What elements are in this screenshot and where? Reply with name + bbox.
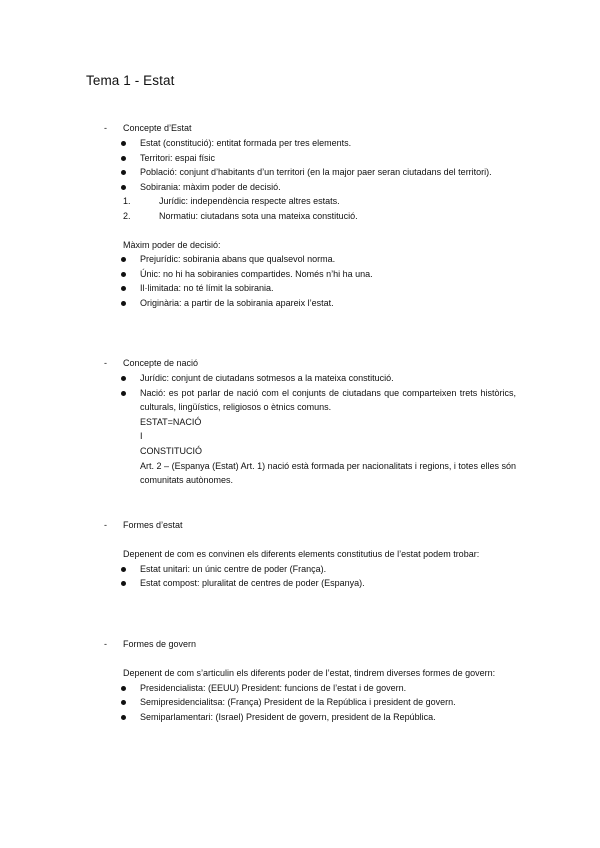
bullet-icon	[121, 391, 126, 396]
section-title: Concepte de nació	[123, 358, 199, 368]
section-heading	[104, 121, 516, 136]
list-item-text: Únic: no hi ha sobiranies compartides. Només n’hi ha una.	[140, 268, 373, 279]
bullet-icon	[121, 272, 126, 277]
dash-marker: -	[104, 639, 107, 649]
list-item-text: Il·limitada: no té límit la sobirania.	[140, 283, 274, 294]
list-item	[119, 296, 516, 311]
list-item-text: Estat compost: pluralitat de centres de poder (Espanya).	[140, 578, 365, 589]
section-heading	[104, 518, 516, 533]
bullet-list	[104, 371, 516, 415]
list-item-text: Població: conjunt d’habitants d’un territori (en la major paer seran ciutadans del territori).	[140, 167, 492, 178]
paragraph: Depenent de com es convinen els diferents elements constitutius de l’estat podem trobar:	[123, 549, 480, 559]
list-item-text: Semiparlamentari: (Israel) President de govern, president de la República.	[140, 711, 436, 722]
section-heading	[104, 356, 516, 371]
bullet-icon	[121, 715, 126, 720]
item-number: 2.	[123, 210, 131, 221]
item-text: Normatiu: ciutadans sota una mateixa constitució.	[159, 210, 358, 221]
bullet-icon	[121, 581, 126, 586]
list-item-text: Originària: a partir de la sobirania apareix l’estat.	[140, 297, 334, 308]
bullet-icon	[121, 170, 126, 175]
list-item	[119, 371, 516, 386]
list-item	[119, 267, 516, 282]
list-item	[119, 151, 516, 166]
bullet-icon	[121, 301, 126, 306]
list-item-text: Presidencialista: (EEUU) President: funcions de l’estat i de govern.	[140, 682, 407, 693]
section-formes-govern	[104, 637, 516, 724]
bullet-icon	[121, 286, 126, 291]
numbered-item	[123, 194, 516, 209]
bullet-icon	[121, 141, 126, 146]
numbered-item	[123, 209, 516, 224]
list-item-text: Sobirania: màxim poder de decisió.	[140, 181, 281, 192]
paragraph: Depenent de com s’articulin els diferents poder de l’estat, tindrem diverses formes de govern:	[123, 668, 496, 678]
item-number: 1.	[123, 196, 131, 207]
list-item	[119, 136, 516, 151]
page-title: Tema 1 - Estat	[86, 73, 175, 88]
list-item	[119, 695, 516, 710]
list-item	[119, 681, 516, 696]
bullet-list	[104, 681, 516, 725]
list-item	[119, 252, 516, 267]
section-concepte-estat	[104, 121, 516, 311]
section-title: Concepte d’Estat	[123, 123, 192, 133]
dash-marker: -	[104, 123, 107, 133]
section-title: Formes de govern	[123, 639, 197, 649]
bullet-list	[104, 136, 516, 194]
equation-line: CONSTITUCIÓ	[140, 445, 202, 456]
bullet-icon	[121, 700, 126, 705]
section-title: Formes d’estat	[123, 520, 183, 530]
list-item-text: Semipresidencialitsa: (França) President de la República i president de govern.	[140, 697, 456, 708]
dash-marker: -	[104, 358, 107, 368]
bullet-icon	[121, 185, 126, 190]
item-text: Jurídic: independència respecte altres estats.	[159, 196, 340, 207]
bullet-list	[104, 562, 516, 591]
section-formes-estat	[104, 518, 516, 591]
bullet-icon	[121, 156, 126, 161]
list-item	[119, 165, 516, 180]
list-item	[119, 710, 516, 725]
section-heading	[104, 637, 516, 652]
list-item	[119, 180, 516, 195]
list-item	[119, 576, 516, 591]
bullet-icon	[121, 567, 126, 572]
bullet-icon	[121, 686, 126, 691]
list-item-text: Estat unitari: un únic centre de poder (França).	[140, 563, 327, 574]
dash-marker: -	[104, 520, 107, 530]
equation-line: ESTAT=NACIÓ	[140, 416, 202, 427]
numbered-list	[104, 194, 516, 223]
article-paragraph: Art. 2 – (Espanya (Estat) Art. 1) nació està formada per nacionalitats i regions, i totes elles són comunitats autònomes.	[140, 460, 516, 486]
list-item	[119, 386, 516, 415]
section-concepte-nacio	[104, 356, 516, 488]
bullet-icon	[121, 257, 126, 262]
list-item-text: Estat (constitució): entitat formada per tres elements.	[140, 138, 352, 148]
equation-line: I	[140, 431, 143, 442]
bullet-list	[104, 252, 516, 310]
list-item-text: Jurídic: conjunt de ciutadans sotmesos a la mateixa constitució.	[140, 373, 394, 383]
list-item	[119, 562, 516, 577]
list-item-text: Nació: es pot parlar de nació com el conjunts de ciutadans que comparteixen trets històrics, culturals, lingüístics, religiosos o ètnics comuns.	[140, 387, 516, 413]
list-item	[119, 281, 516, 296]
bullet-icon	[121, 376, 126, 381]
list-item-text: Prejurídic: sobirania abans que qualsevol norma.	[140, 254, 336, 265]
list-item-text: Territori: espai físic	[140, 152, 216, 163]
paragraph: Màxim poder de decisió:	[123, 239, 221, 250]
